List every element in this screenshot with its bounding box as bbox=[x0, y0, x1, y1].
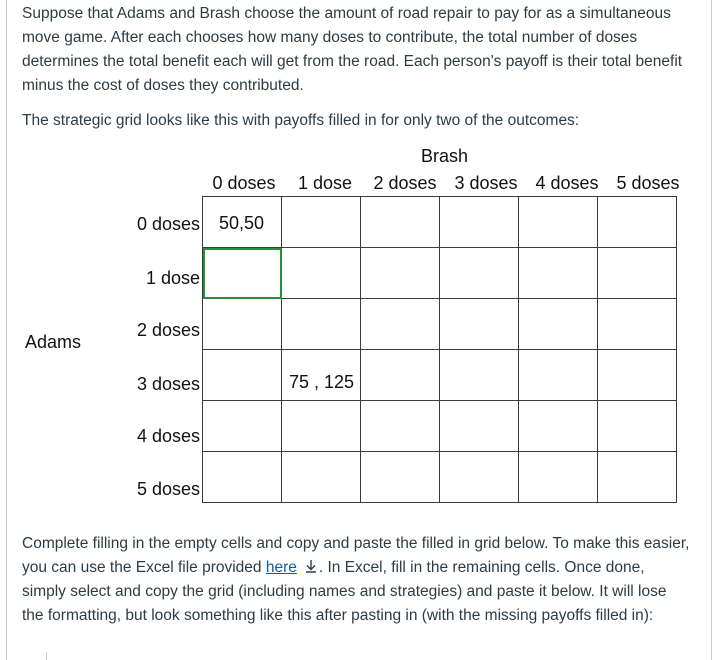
grid-cell bbox=[282, 197, 361, 248]
payoff-cell-value: 50,50 bbox=[219, 213, 265, 233]
grid-cell bbox=[598, 299, 677, 350]
grid-row bbox=[203, 197, 677, 248]
column-header: 3 doses bbox=[454, 173, 518, 193]
instructions-text-cont: . In Excel, fill in the remaining cells. Once done, simply select and copy the grid (including names and strategies) and paste it below. It will lose the formatting, but look something like this after pasting in (with the missing payoffs filled in): bbox=[22, 559, 667, 624]
grid-cell bbox=[361, 452, 440, 503]
grid-cell bbox=[203, 350, 282, 401]
grid-cell bbox=[361, 197, 440, 248]
grid-cell bbox=[203, 299, 282, 350]
grid-cell bbox=[361, 350, 440, 401]
grid-cell bbox=[440, 197, 519, 248]
grid-row bbox=[203, 452, 677, 503]
column-header: 5 doses bbox=[616, 173, 680, 193]
grid-cell bbox=[598, 197, 677, 248]
grid-row bbox=[203, 350, 677, 401]
strategic-grid bbox=[202, 196, 677, 503]
grid-cell bbox=[440, 248, 519, 299]
grid-cell bbox=[519, 248, 598, 299]
row-header: 2 doses bbox=[136, 320, 200, 340]
instructions-paragraph bbox=[22, 532, 692, 628]
grid-cell bbox=[282, 401, 361, 452]
excel-file-link[interactable]: here bbox=[265, 559, 297, 576]
download-icon[interactable] bbox=[303, 558, 319, 574]
column-header: 4 doses bbox=[535, 173, 599, 193]
grid-cell bbox=[361, 401, 440, 452]
column-header: 1 dose bbox=[297, 173, 353, 193]
grid-row bbox=[203, 401, 677, 452]
grid-cell bbox=[282, 452, 361, 503]
grid-cell-selected bbox=[203, 248, 282, 299]
grid-cell bbox=[598, 452, 677, 503]
row-header: 3 doses bbox=[136, 374, 200, 394]
grid-cell bbox=[440, 452, 519, 503]
row-header: 1 dose bbox=[145, 268, 200, 288]
grid-cell bbox=[519, 350, 598, 401]
divider bbox=[46, 652, 47, 660]
intro-paragraph: Suppose that Adams and Brash choose the amount of road repair to pay for as a simultaneous move game. After each chooses how many doses to contribute, the total number of doses determines the total benefit each will get from the road. Each person's payoff is their total benefit minus the cost of doses they contributed. bbox=[22, 5, 683, 94]
instructions-text: Complete filling in the empty cells and copy and paste the filled in grid below. To make this easier, you can use the Excel file provided bbox=[22, 535, 690, 576]
grid-cell bbox=[440, 299, 519, 350]
column-header: 0 doses bbox=[212, 173, 276, 193]
grid-cell bbox=[598, 401, 677, 452]
grid-intro-paragraph: The strategic grid looks like this with payoffs filled in for only two of the outcomes: bbox=[22, 112, 580, 129]
row-player-label: Adams bbox=[25, 332, 82, 352]
grid-cell bbox=[203, 452, 282, 503]
grid-cell bbox=[598, 248, 677, 299]
payoff-cell-value: 75 , 125 bbox=[289, 372, 355, 392]
grid-row bbox=[203, 299, 677, 350]
grid-cell bbox=[519, 299, 598, 350]
grid-cell bbox=[519, 401, 598, 452]
grid-cell bbox=[519, 452, 598, 503]
grid-cell bbox=[282, 248, 361, 299]
row-header: 0 doses bbox=[136, 214, 200, 234]
grid-cell bbox=[519, 197, 598, 248]
column-player-label: Brash bbox=[421, 146, 469, 166]
grid-cell bbox=[203, 401, 282, 452]
grid-cell bbox=[361, 299, 440, 350]
grid-row bbox=[203, 248, 677, 299]
grid-cell bbox=[440, 350, 519, 401]
column-header: 2 doses bbox=[373, 173, 437, 193]
row-header: 4 doses bbox=[136, 426, 200, 446]
grid-cell bbox=[440, 401, 519, 452]
grid-cell bbox=[282, 299, 361, 350]
grid-cell bbox=[598, 350, 677, 401]
row-header: 5 doses bbox=[136, 479, 200, 499]
grid-cell bbox=[361, 248, 440, 299]
